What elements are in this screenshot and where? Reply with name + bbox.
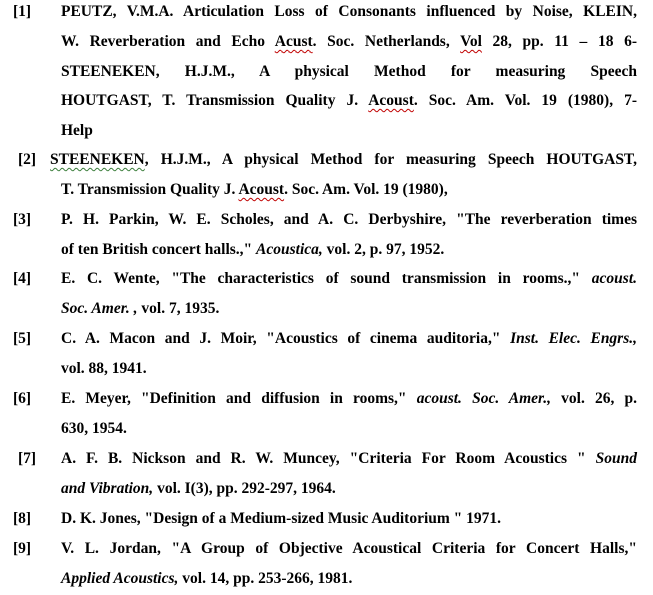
reference-line (61, 509, 637, 531)
reference-text: vol. I(3), pp. 292-297, 1964. (153, 480, 336, 497)
reference-text: E. C. Wente, "The characteristics of sound transmission in rooms.," (61, 270, 592, 287)
spellcheck-flagged-word: STEENEKEN (50, 151, 145, 168)
reference-text: 630, 1954. (61, 420, 127, 437)
reference-line (61, 121, 637, 143)
reference-text: acoust. (591, 270, 637, 287)
reference-text: . Soc. Netherlands, (312, 33, 461, 50)
reference-text: E. Meyer, "Definition and diffusion in rooms," (61, 390, 417, 407)
reference-text: A. F. B. Nickson and R. W. Muncey, "Criteria For Room Acoustics " (61, 450, 596, 467)
reference-line (61, 269, 637, 291)
reference-text: Acoustica, (256, 241, 323, 258)
reference-text: vol. 26, p. (550, 390, 637, 407)
reference-line (61, 299, 637, 321)
reference-number: [9] (13, 540, 32, 557)
reference-number: [3] (13, 211, 32, 228)
reference-number: [2] (18, 151, 37, 168)
reference-line (61, 62, 637, 84)
reference-number: [8] (13, 510, 32, 527)
reference-text: acoust. Soc. Amer., (416, 390, 551, 407)
reference-text: P. H. Parkin, W. E. Scholes, and A. C. Derbyshire, "The reverberation times (61, 211, 637, 228)
reference-line (61, 389, 637, 411)
reference-text: Applied Acoustics, (61, 570, 179, 587)
reference-text: . Soc. Am. Vol. 19 (1980), 7- (413, 92, 637, 109)
reference-line (61, 359, 637, 381)
spellcheck-flagged-word: Acust (274, 33, 313, 50)
reference-line (61, 2, 637, 24)
reference-text: PEUTZ, V.M.A. Articulation Loss of Consonants influenced by Noise, KLEIN, (61, 3, 637, 20)
reference-text: vol. 88, 1941. (61, 360, 147, 377)
reference-text: , H.J.M., A physical Method for measuring Speech HOUTGAST, (144, 151, 637, 168)
spellcheck-flagged-word: Acoust (368, 92, 414, 109)
reference-line (61, 419, 637, 441)
reference-text: V. L. Jordan, "A Group of Objective Acoustical Criteria for Concert Halls," (61, 540, 637, 557)
reference-text: vol. 2, p. 97, 1952. (322, 241, 445, 258)
reference-text: Inst. Elec. Engrs., (510, 330, 638, 347)
reference-line (50, 150, 637, 172)
reference-line (61, 449, 637, 471)
reference-text: STEENEKEN, H.J.M., A physical Method for measuring Speech (61, 63, 637, 80)
reference-text: vol. 14, pp. 253-266, 1981. (178, 570, 353, 587)
reference-line (61, 180, 637, 202)
reference-text: of ten British concert halls.," (61, 241, 257, 258)
reference-text: 28, pp. 11 – 18 6- (481, 33, 637, 50)
reference-text: Soc. Amer. , (61, 300, 138, 317)
reference-line (61, 569, 637, 591)
reference-line (61, 329, 637, 351)
reference-text: and Vibration, (61, 480, 154, 497)
reference-text: T. Transmission Quality J. (61, 181, 239, 198)
reference-text: C. A. Macon and J. Moir, "Acoustics of cinema auditoria," (61, 330, 511, 347)
reference-text: Sound (595, 450, 637, 467)
reference-line (61, 91, 637, 113)
reference-text: vol. 7, 1935. (137, 300, 220, 317)
reference-line (61, 539, 637, 561)
reference-text: . Soc. Am. Vol. 19 (1980), (284, 181, 448, 198)
reference-text: Help (61, 122, 93, 139)
reference-number: [1] (13, 3, 32, 20)
spellcheck-flagged-word: Vol (460, 33, 482, 50)
reference-number: [7] (18, 450, 37, 467)
reference-text: D. K. Jones, "Design of a Medium-sized Music Auditorium " 1971. (61, 510, 502, 527)
reference-number: [6] (13, 390, 32, 407)
reference-number: [5] (13, 330, 32, 347)
spellcheck-flagged-word: Acoust (238, 181, 285, 198)
reference-number: [4] (13, 270, 32, 287)
reference-line (61, 240, 637, 262)
reference-line (61, 210, 637, 232)
reference-line (61, 479, 637, 501)
reference-text: W. Reverberation and Echo (61, 33, 275, 50)
reference-text: HOUTGAST, T. Transmission Quality J. (61, 92, 369, 109)
reference-line (61, 32, 637, 54)
